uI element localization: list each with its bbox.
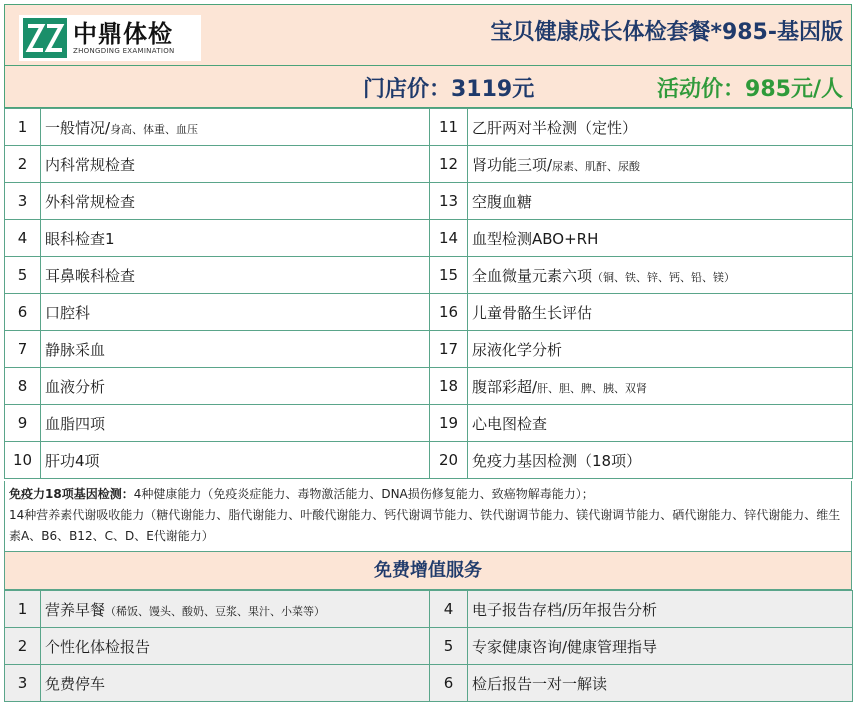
exam-item-cell: [468, 331, 853, 368]
exam-item-number: 14: [430, 220, 468, 257]
exam-item-number: 15: [430, 257, 468, 294]
exam-item-row: [5, 146, 853, 183]
exam-items-table: [4, 108, 853, 479]
free-service-number: 5: [430, 628, 468, 665]
free-service-row: [5, 591, 853, 628]
free-service-row: [5, 628, 853, 665]
exam-item-note: 尿素、肌酐、尿酸: [552, 159, 641, 173]
exam-item-name: 肝功4项: [45, 451, 100, 470]
exam-item-number: 4: [5, 220, 41, 257]
exam-item-name: 空腹血糖: [472, 192, 533, 211]
exam-item-number: 9: [5, 405, 41, 442]
exam-item-name: 免疫力基因检测（18项）: [472, 451, 642, 470]
exam-item-row: [5, 109, 853, 146]
exam-item-number: 13: [430, 183, 468, 220]
free-service-number: 1: [5, 591, 41, 628]
free-service-number: 4: [430, 591, 468, 628]
exam-item-row: [5, 183, 853, 220]
exam-item-name: 口腔科: [45, 303, 91, 322]
package-card: [4, 4, 852, 700]
exam-item-cell: [41, 294, 430, 331]
exam-item-cell: [468, 257, 853, 294]
logo-name-en: ZHONGDING EXAMINATION: [73, 47, 175, 55]
exam-item-row: [5, 405, 853, 442]
exam-item-number: 19: [430, 405, 468, 442]
free-service-cell: [41, 628, 430, 665]
exam-item-cell: [468, 368, 853, 405]
exam-item-cell: [41, 257, 430, 294]
exam-item-name: 一般情况/: [45, 118, 111, 137]
exam-item-number: 7: [5, 331, 41, 368]
free-service-cell: [468, 628, 853, 665]
exam-item-name: 心电图检查: [472, 414, 548, 433]
exam-item-cell: [41, 331, 430, 368]
exam-item-cell: [41, 220, 430, 257]
exam-item-name: 腹部彩超/: [472, 377, 538, 396]
free-service-cell: [468, 591, 853, 628]
free-service-name: 营养早餐: [45, 600, 106, 619]
exam-item-number: 10: [5, 442, 41, 479]
free-service-cell: [41, 591, 430, 628]
exam-item-cell: [41, 405, 430, 442]
package-title: 宝贝健康成长体检套餐*985-基因版: [490, 20, 843, 45]
exam-item-cell: [41, 442, 430, 479]
zd-logo-icon: [23, 18, 67, 58]
exam-item-row: [5, 442, 853, 479]
gene-test-note: [4, 481, 852, 552]
exam-item-row: [5, 368, 853, 405]
exam-item-name: 血脂四项: [45, 414, 106, 433]
exam-item-cell: [468, 146, 853, 183]
exam-item-name: 尿液化学分析: [472, 340, 563, 359]
exam-item-note: （铜、铁、锌、钙、铅、镁）: [592, 270, 736, 284]
free-service-cell: [468, 665, 853, 702]
exam-item-row: [5, 331, 853, 368]
exam-item-note: 肝、胆、脾、胰、双肾: [537, 381, 648, 395]
free-service-name: 检后报告一对一解读: [472, 674, 608, 693]
gene-note-line1: 4种健康能力（免疫炎症能力、毒物激活能力、DNA损伤修复能力、致癌物解毒能力）；: [133, 487, 594, 501]
exam-item-note: 身高、体重、血压: [110, 122, 199, 136]
free-service-row: [5, 665, 853, 702]
free-service-name: 电子报告存档/历年报告分析: [472, 600, 658, 619]
exam-item-number: 18: [430, 368, 468, 405]
gene-note-line2: 14种营养素代谢吸收能力（糖代谢能力、脂代谢能力、叶酸代谢能力、钙代谢调节能力、铁代谢调节能力、镁代谢调节能力、硒代谢能力、锌代谢能力、维生素A、B6、B12、C、D、E代谢能力）: [9, 508, 841, 543]
exam-item-cell: [41, 183, 430, 220]
exam-item-name: 血液分析: [45, 377, 106, 396]
exam-item-cell: [468, 183, 853, 220]
header-bar: [4, 4, 852, 66]
exam-item-number: 6: [5, 294, 41, 331]
exam-item-cell: [41, 368, 430, 405]
exam-item-name: 肾功能三项/: [472, 155, 553, 174]
free-service-note: （稀饭、馒头、酸奶、豆浆、果汁、小菜等）: [105, 604, 326, 618]
gene-note-label: 免疫力18项基因检测：: [9, 487, 134, 501]
exam-item-number: 11: [430, 109, 468, 146]
exam-item-name: 乙肝两对半检测（定性）: [472, 118, 638, 137]
free-service-cell: [41, 665, 430, 702]
free-service-name: 专家健康咨询/健康管理指导: [472, 637, 658, 656]
free-services-table: [4, 590, 853, 702]
exam-item-cell: [468, 405, 853, 442]
exam-item-name: 眼科检查1: [45, 229, 115, 248]
exam-item-number: 20: [430, 442, 468, 479]
free-services-title: 免费增值服务: [4, 552, 852, 590]
exam-item-number: 8: [5, 368, 41, 405]
exam-item-name: 静脉采血: [45, 340, 106, 359]
exam-item-name: 血型检测ABO+RH: [472, 229, 599, 248]
exam-item-number: 12: [430, 146, 468, 183]
exam-item-cell: [468, 109, 853, 146]
exam-item-cell: [468, 294, 853, 331]
exam-item-number: 17: [430, 331, 468, 368]
exam-item-name: 内科常规检查: [45, 155, 136, 174]
free-service-number: 2: [5, 628, 41, 665]
exam-item-row: [5, 294, 853, 331]
price-row: [4, 66, 852, 108]
exam-item-name: 外科常规检查: [45, 192, 136, 211]
free-service-name: 免费停车: [45, 674, 106, 693]
free-service-number: 6: [430, 665, 468, 702]
free-service-name: 个性化体检报告: [45, 637, 151, 656]
promo-price: 活动价：985元/人: [657, 77, 843, 102]
exam-item-cell: [41, 109, 430, 146]
exam-item-row: [5, 257, 853, 294]
exam-item-cell: [468, 442, 853, 479]
exam-item-number: 1: [5, 109, 41, 146]
exam-item-name: 儿童骨骼生长评估: [472, 303, 593, 322]
exam-item-number: 3: [5, 183, 41, 220]
logo-name-cn: 中鼎体检: [73, 20, 173, 48]
exam-item-cell: [41, 146, 430, 183]
exam-item-name: 耳鼻喉科检查: [45, 266, 136, 285]
exam-item-number: 2: [5, 146, 41, 183]
exam-item-row: [5, 220, 853, 257]
free-service-number: 3: [5, 665, 41, 702]
exam-item-number: 5: [5, 257, 41, 294]
exam-item-cell: [468, 220, 853, 257]
exam-item-name: 全血微量元素六项: [472, 266, 593, 285]
logo: [19, 15, 201, 61]
store-price: 门店价：3119元: [363, 77, 535, 102]
exam-item-number: 16: [430, 294, 468, 331]
